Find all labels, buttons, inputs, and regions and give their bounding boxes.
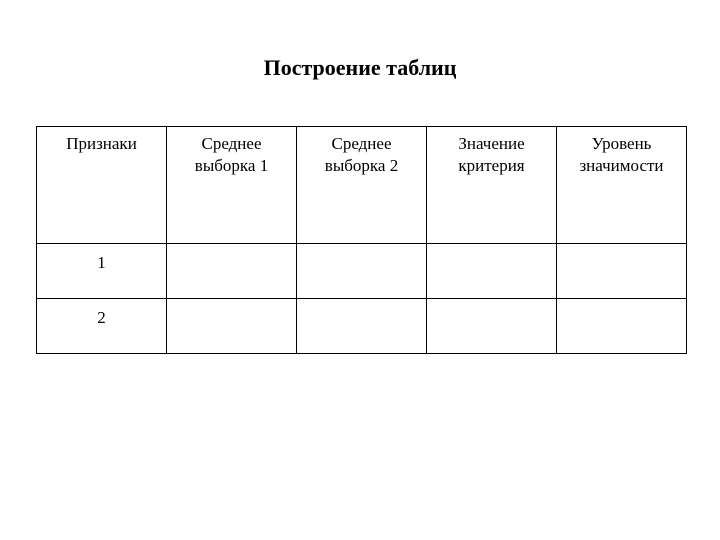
header-line: Признаки (66, 134, 137, 153)
header-line: Среднее (331, 134, 392, 153)
header-line: Среднее (201, 134, 262, 153)
header-cell-criterion-value (427, 127, 557, 244)
table-cell-feature: 1 (37, 244, 167, 299)
header-line: выборка 2 (324, 156, 399, 175)
table-cell (167, 244, 297, 299)
header-line: Уровень (591, 134, 652, 153)
table-cell (297, 299, 427, 354)
table-cell (557, 244, 687, 299)
header-line: выборка 1 (194, 156, 269, 175)
table-cell (167, 299, 297, 354)
table-cell (427, 244, 557, 299)
data-table (36, 126, 687, 354)
header-line: критерия (458, 156, 525, 175)
header-line: значимости (579, 156, 664, 175)
table-row (37, 244, 687, 299)
header-cell-significance-level (557, 127, 687, 244)
header-row (37, 127, 687, 244)
header-cell-mean-sample-2 (297, 127, 427, 244)
header-cell-mean-sample-1 (167, 127, 297, 244)
table-cell-feature: 2 (37, 299, 167, 354)
table-cell (557, 299, 687, 354)
page-title: Построение таблиц (263, 55, 457, 80)
header-line: Значение (458, 134, 525, 153)
table-row (37, 299, 687, 354)
table-cell (427, 299, 557, 354)
table-cell (297, 244, 427, 299)
header-cell-features (37, 127, 167, 244)
